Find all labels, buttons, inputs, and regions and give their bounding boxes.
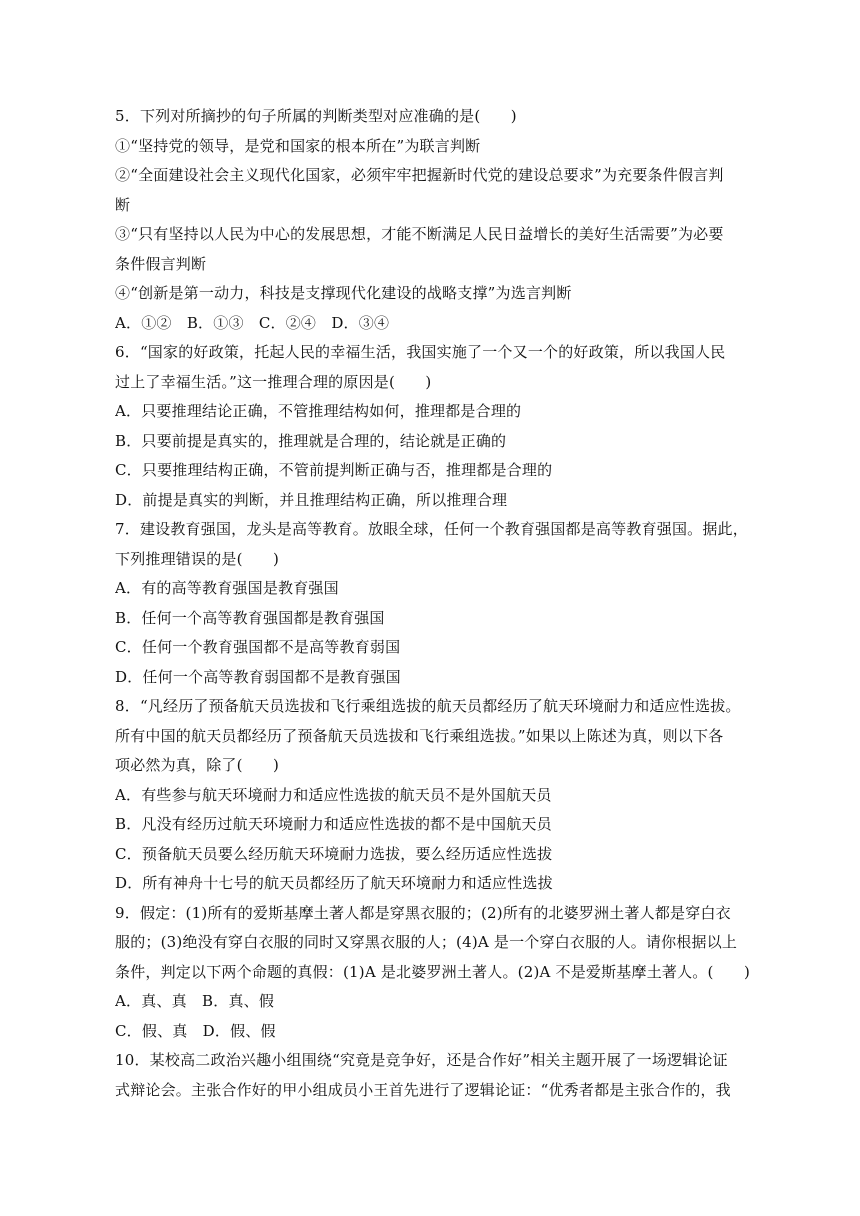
question-5-statement-4: ④“创新是第一动力，科技是支撑现代化建设的战略支撑”为选言判断 <box>115 284 572 302</box>
question-9-stem-cont-1: 服的；(3)绝没有穿白衣服的同时又穿黑衣服的人；(4)A 是一个穿白衣服的人。请你根据以上 <box>115 933 738 951</box>
question-8-option-a: A．有些参与航天环境耐力和适应性选拔的航天员不是外国航天员 <box>115 785 552 804</box>
question-10-stem: 10．某校高二政治兴趣小组围绕“究竟是竞争好，还是合作好”相关主题开展了一场逻辑论证 <box>115 1051 728 1069</box>
question-5-statement-2-cont: 断 <box>115 195 131 214</box>
question-6-stem: 6．“国家的好政策，托起人民的幸福生活，我国实施了一个又一个的好政策，所以我国人民 <box>115 343 726 361</box>
question-6-option-d: D．前提是真实的判断，并且推理结构正确，所以推理合理 <box>115 490 508 509</box>
question-8-stem-cont-1: 所有中国的航天员都经历了预备航天员选拔和飞行乘组选拔。”如果以上陈述为真，则以下各 <box>115 726 724 745</box>
question-5-statement-3: ③“只有坚持以人民为中心的发展思想，才能不断满足人民日益增长的美好生活需要”为必要 <box>115 225 724 243</box>
question-9-options-cd: C．假、真 D．假、假 <box>115 1021 276 1040</box>
question-6-option-c: C．只要推理结构正确，不管前提判断正确与否，推理都是合理的 <box>115 461 553 479</box>
question-8-option-c: C．预备航天员要么经历航天环境耐力选拔，要么经历适应性选拔 <box>115 844 553 863</box>
question-9 <box>115 899 760 1047</box>
question-5 <box>115 102 760 338</box>
question-6-stem-cont: 过上了幸福生活。”这一推理合理的原因是( ) <box>115 372 432 391</box>
question-5-stem: 5．下列对所摘抄的句子所属的判断类型对应准确的是( ) <box>115 107 517 125</box>
question-8 <box>115 692 760 899</box>
question-7-option-a: A．有的高等教育强国是教育强国 <box>115 579 339 597</box>
question-8-option-b: B．凡没有经历过航天环境耐力和适应性选拔的都不是中国航天员 <box>115 815 552 833</box>
question-7-stem: 7．建设教育强国，龙头是高等教育。放眼全球，任何一个教育强国都是高等教育强国。据此， <box>115 520 748 538</box>
question-7 <box>115 515 760 692</box>
question-10 <box>115 1046 760 1105</box>
question-5-statement-2: ②“全面建设社会主义现代化国家，必须牢牢把握新时代党的建设总要求”为充要条件假言判 <box>115 166 724 184</box>
question-5-statement-3-cont: 条件假言判断 <box>115 254 207 273</box>
question-8-stem-cont-2: 项必然为真，除了( ) <box>115 756 280 774</box>
question-9-stem: 9．假定：(1)所有的爱斯基摩土著人都是穿黑衣服的；(2)所有的北婆罗洲土著人都是穿白衣 <box>115 903 731 922</box>
question-5-options: A．①② B．①③ C．②④ D．③④ <box>115 313 390 332</box>
question-6-option-a: A．只要推理结论正确，不管推理结构如何，推理都是合理的 <box>115 402 522 420</box>
question-7-option-b: B．任何一个高等教育强国都是教育强国 <box>115 608 385 627</box>
question-6-option-b: B．只要前提是真实的，推理就是合理的，结论就是正确的 <box>115 431 507 450</box>
question-7-option-c: C．任何一个教育强国都不是高等教育弱国 <box>115 638 401 656</box>
question-10-stem-cont: 式辩论会。主张合作好的甲小组成员小王首先进行了逻辑论证：“优秀者都是主张合作的，我 <box>115 1080 731 1099</box>
question-8-option-d: D．所有神舟十七号的航天员都经历了航天环境耐力和适应性选拔 <box>115 874 553 892</box>
question-5-statement-1: ①“坚持党的领导，是党和国家的根本所在”为联言判断 <box>115 136 481 155</box>
question-7-option-d: D．任何一个高等教育弱国都不是教育强国 <box>115 667 401 686</box>
question-6 <box>115 338 760 515</box>
question-7-stem-cont: 下列推理错误的是( ) <box>115 549 280 568</box>
question-9-stem-cont-2: 条件，判定以下两个命题的真假：(1)A 是北婆罗洲土著人。(2)A 不是爱斯基摩土著人。( ) <box>115 962 751 981</box>
question-8-stem: 8．“凡经历了预备航天员选拔和飞行乘组选拔的航天员都经历了航天环境耐力和适应性选拔。 <box>115 697 741 715</box>
question-9-options-ab: A．真、真 B．真、假 <box>115 992 275 1010</box>
